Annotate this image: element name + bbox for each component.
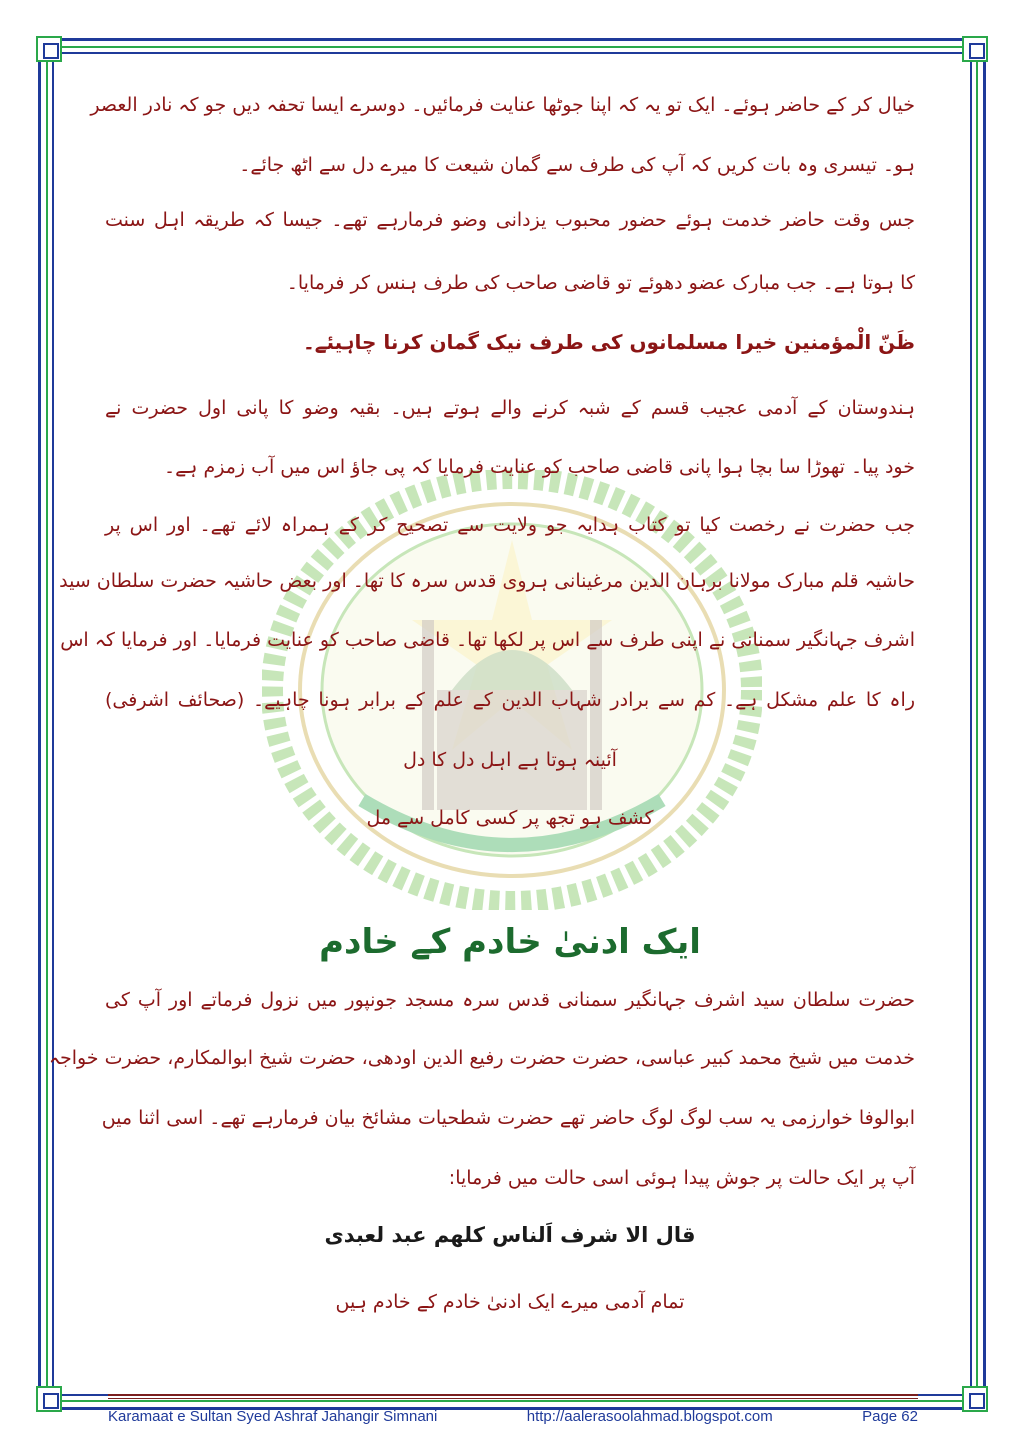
text-line: جب حضرت نے رخصت کیا تو کتاب ہدایہ جو ولایت سے تصحیح کر کے ہمراہ لائے تھے۔ اور اس پر xyxy=(105,514,915,536)
corner-ornament-icon xyxy=(962,1386,988,1412)
arabic-quote: قال الا شرف اَلناس کلھم عبد لعبدی xyxy=(324,1223,696,1247)
text-line: اشرف جہانگیر سمنانی نے اپنی طرف سے اس پر لکھا تھا۔ قاضی صاحب کو عنایت فرمایا۔ اور فرمایا کہ اس xyxy=(60,629,915,651)
text-line: حضرت سلطان سید اشرف جہانگیر سمنانی قدس سرہ مسجد جونپور میں نزول فرماتے اور آپ کی xyxy=(105,989,915,1011)
verse-line: کشف ہو تجھ پر کسی کامل سے مل xyxy=(366,807,654,829)
text-line: خدمت میں شیخ محمد کبیر عباسی، حضرت حضرت رفیع الدین اودھی، حضرت شیخ ابوالمکارم، حضرت خواجہ xyxy=(48,1047,915,1069)
page-footer xyxy=(108,1404,918,1428)
text-line: خیال کر کے حاضر ہوئے۔ ایک تو یہ کہ اپنا جوٹھا عنایت فرمائیں۔ دوسرے ایسا تحفہ دیں جو کہ نادر العصر xyxy=(90,94,915,116)
text-line: خود پیا۔ تھوڑا سا بچا ہوا پانی قاضی صاحب کو عنایت فرمایا کہ پی جاؤ اس میں آب زمزم ہے۔ xyxy=(164,456,915,478)
section-heading: ایک ادنیٰ خادم کے خادم xyxy=(319,922,701,962)
corner-ornament-icon xyxy=(36,36,62,62)
text-line: حاشیہ قلم مبارک مولانا برہان الدین مرغینانی ہروی قدس سرہ کا تھا۔ اور بعض حاشیہ حضرت سلطان سید xyxy=(59,570,915,592)
text-line: ہندوستان کے آدمی عجیب قسم کے شبہ کرنے والے ہوتے ہیں۔ بقیہ وضو کا پانی اول حضرت نے xyxy=(105,397,915,419)
corner-ornament-icon xyxy=(36,1386,62,1412)
footer-page-number: Page 62 xyxy=(862,1407,918,1425)
text-line: راہ کا علم مشکل ہے۔ کم سے برادر شہاب الدین کے علم کے برابر ہونا چاہیے۔ (صحائف اشرفی) xyxy=(105,689,915,711)
footer-book-title: Karamaat e Sultan Syed Ashraf Jahangir Simnani xyxy=(108,1407,438,1425)
text-line: کا ہوتا ہے۔ جب مبارک عضو دھوئے تو قاضی صاحب کی طرف ہنس کر فرمایا۔ xyxy=(286,272,915,294)
text-line: ہو۔ تیسری وہ بات کریں کہ آپ کی طرف سے گمان شیعت کا میرے دل سے اٹھ جائے۔ xyxy=(239,154,915,176)
text-line: آپ پر ایک حالت پر جوش پیدا ہوئی اسی حالت میں فرمایا: xyxy=(448,1167,915,1189)
text-line: ابوالوفا خوارزمی یہ سب لوگ لوگ حاضر تھے حضرت شطحیات مشائخ بیان فرمارہے تھے۔ اسی اثنا میں xyxy=(101,1107,915,1129)
corner-ornament-icon xyxy=(962,36,988,62)
text-line: جس وقت حاضر خدمت ہوئے حضور محبوب یزدانی وضو فرمارہے تھے۔ جیسا کہ طریقہ اہل سنت xyxy=(105,209,915,231)
footer-url-link[interactable]: http://aalerasoolahmad.blogspot.com xyxy=(526,1407,773,1425)
quote-translation: تمام آدمی میرے ایک ادنیٰ خادم کے خادم ہیں xyxy=(335,1291,685,1313)
footer-divider xyxy=(108,1398,918,1399)
quote-line: ظَنّ الْمؤمنین خیرا مسلمانوں کی طرف نیک گمان کرنا چاہیئے۔ xyxy=(303,330,915,354)
footer-divider xyxy=(108,1394,918,1396)
verse-line: آئینہ ہوتا ہے اہل دل کا دل xyxy=(403,749,617,771)
